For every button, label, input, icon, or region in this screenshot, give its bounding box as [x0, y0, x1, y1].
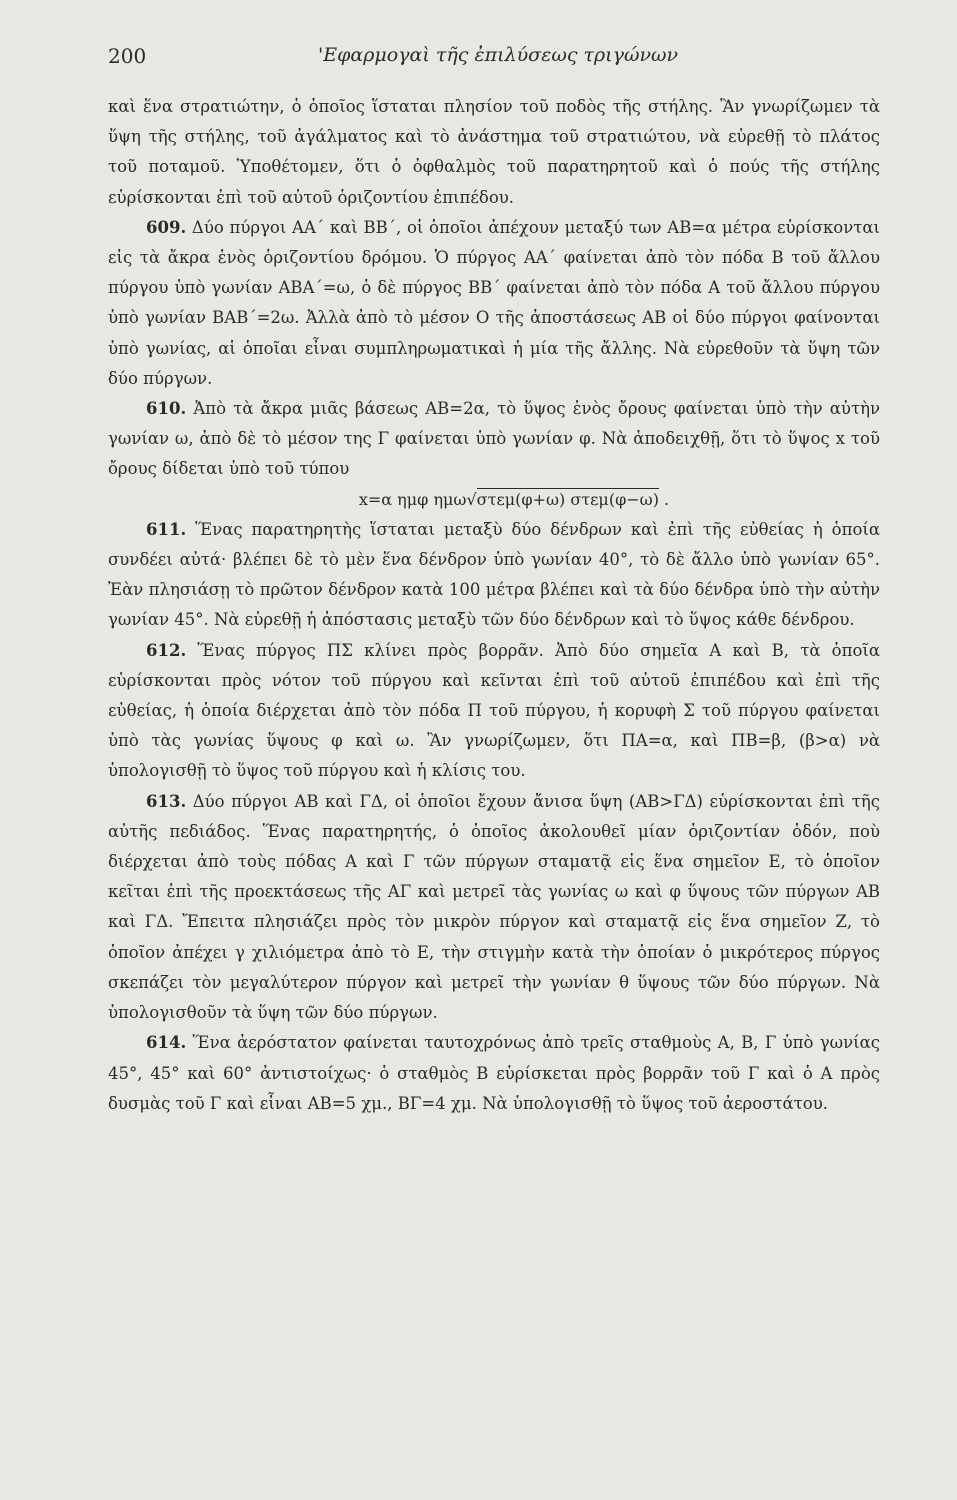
paragraph-text: καὶ ἕνα στρατιώτην, ὁ ὁποῖος ἵσταται πλησίον τοῦ ποδὸς τῆς στήλης. Ἂν γνωρίζωμεν τὰ ὕψη τῆς στήλης, τοῦ ἀγάλματος καὶ τὸ ἀνάστημα τοῦ στρατιώτου, νὰ εὑρεθῇ τὸ πλάτος τοῦ ποταμοῦ. Ὑποθέτομεν, ὅτι ὁ ὀφθαλμὸς τοῦ παρατηρητοῦ καὶ ὁ πούς τῆς στήλης εὑρίσκονται ἐπὶ τοῦ αὐτοῦ ὁριζοντίου ἐπιπέδου. — [108, 97, 880, 207]
exercise-text: Ἀπὸ τὰ ἄκρα μιᾶς βάσεως ΑΒ=2α, τὸ ὕψος ἑνὸς ὄρους φαίνεται ὑπὸ τὴν αὐτὴν γωνίαν ω, ἀπὸ δὲ τὸ μέσον της Γ φαίνεται ὑπὸ γωνίαν φ. Νὰ ἀποδειχθῇ, ὅτι τὸ ὕψος x τοῦ ὄρους δίδεται ὑπὸ τοῦ τύπου — [108, 399, 880, 479]
exercise-text: Ἕνας πύργος ΠΣ κλίνει πρὸς βορρᾶν. Ἀπὸ δύο σημεῖα Α καὶ Β, τὰ ὁποῖα εὑρίσκονται πρὸς νότον τοῦ πύργου καὶ κεῖνται ἐπὶ τοῦ αὐτοῦ ἐπιπέδου καὶ ἐπὶ τῆς εὐθείας, ἡ ὁποία διέρχεται ἀπὸ τὸν πόδα Π τοῦ πύργου, ἡ κορυφὴ Σ τοῦ πύργου φαίνεται ὑπὸ τὰς γωνίας ὕψους φ καὶ ω. Ἂν γνωρίζωμεν, ὅτι ΠΑ=α, καὶ ΠΒ=β, (β>α) νὰ ὑπολογισθῇ τὸ ὕψος τοῦ πύργου καὶ ἡ κλίσις του. — [108, 640, 881, 781]
exercise-text: Ἕνα ἀερόστατον φαίνεται ταυτοχρόνως ἀπὸ τρεῖς σταθμοὺς Α, Β, Γ ὑπὸ γωνίας 45°, 45° καὶ 60° ἀντιστοίχως· ὁ σταθμὸς Β εὑρίσκεται πρὸς βορρᾶν τοῦ Γ καὶ ὁ Α πρὸς δυσμὰς τοῦ Γ καὶ εἶναι ΑΒ=5 χμ., ΒΓ=4 χμ. Νὰ ὑπολογισθῇ τὸ ὕψος τοῦ ἀεροστάτου. — [108, 1033, 880, 1113]
exercise-number: 611. — [146, 519, 187, 539]
formula-left: x=α ημφ ημω — [358, 489, 467, 509]
formula — [108, 485, 880, 515]
body-text — [108, 92, 880, 1119]
exercise-613 — [108, 787, 880, 1029]
exercise-614 — [108, 1028, 880, 1119]
exercise-609 — [108, 213, 880, 394]
formula-radicand: στεμ(φ+ω) στεμ(φ−ω) — [476, 489, 659, 509]
exercise-number: 614. — [146, 1033, 187, 1053]
exercise-number: 610. — [146, 399, 187, 419]
exercise-number: 613. — [146, 791, 187, 811]
exercise-text: Ἕνας παρατηρητὴς ἵσταται μεταξὺ δύο δένδρων καὶ ἐπὶ τῆς εὐθείας ἡ ὁποία συνδέει αὐτά· βλέπει δὲ τὸ μὲν ἕνα δένδρον ὑπὸ γωνίαν 40°, τὸ δὲ ἄλλο ὑπὸ γωνίαν 65°. Ἐὰν πλησιάσῃ τὸ πρῶτον δένδρον κατὰ 100 μέτρα βλέπει καὶ τὰ δύο δένδρα ὑπὸ τὴν αὐτὴν γωνίαν 45°. Νὰ εὑρεθῇ ἡ ἀπόστασις μεταξὺ τῶν δύο δένδρων καὶ τὸ ὕψος κάθε δένδρου. — [108, 519, 880, 630]
exercise-611 — [108, 515, 880, 636]
formula-end: . — [658, 489, 670, 509]
exercise-number: 612. — [146, 640, 187, 660]
page-header — [108, 44, 873, 74]
running-title: 'Εφαρμογαὶ τῆς ἐπιλύσεως τριγώνων — [318, 44, 679, 66]
paragraph-continuation — [108, 92, 880, 213]
exercise-text: Δύο πύργοι ΑΑ΄ καὶ ΒΒ΄, οἱ ὁποῖοι ἀπέχουν μεταξύ των ΑΒ=α μέτρα εὑρίσκονται εἰς τὰ ἄκρα ἑνὸς ὁριζοντίου δρόμου. Ὁ πύργος ΑΑ΄ φαίνεται ἀπὸ τὸν πόδα Β τοῦ ἄλλου πύργου ὑπὸ γωνίαν ΑΒΑ΄=ω, ὁ δὲ πύργος ΒΒ΄ φαίνεται ἀπὸ τὸν πόδα Α τοῦ ἄλλου πύργου ὑπὸ γωνίαν ΒΑΒ΄=2ω. Ἀλλὰ ἀπὸ τὸ μέσον Ο τῆς ἀποστάσεως ΑΒ οἱ δύο πύργοι φαίνονται ὑπὸ γωνίας, αἱ ὁποῖαι εἶναι συμπληρωματικαὶ ἡ μία τῆς ἄλλης. Νὰ εὑρεθοῦν τὰ ὕψη τῶν δύο πύργων. — [108, 217, 880, 388]
exercise-number: 609. — [146, 217, 187, 237]
exercise-text: Δύο πύργοι ΑΒ καὶ ΓΔ, οἱ ὁποῖοι ἔχουν ἄνισα ὕψη (ΑΒ>ΓΔ) εὑρίσκονται ἐπὶ τῆς αὐτῆς πεδιάδος. Ἕνας παρατηρητής, ὁ ὁποῖος ἀκολουθεῖ μίαν ὁριζοντίαν ὁδόν, ποὺ διέρχεται ἀπὸ τοὺς πόδας Α καὶ Γ τῶν πύργων σταματᾷ εἰς ἕνα σημεῖον Ε, τὸ ὁποῖον κεῖται ἐπὶ τῆς προεκτάσεως τῆς ΑΓ καὶ μετρεῖ τὰς γωνίας ω καὶ φ ὕψους τῶν πύργων ΑΒ καὶ ΓΔ. Ἔπειτα πλησιάζει πρὸς τὸν μικρὸν πύργον καὶ σταματᾷ εἰς ἕνα σημεῖον Ζ, τὸ ὁποῖον ἀπέχει γ χιλιόμετρα ἀπὸ τὸ Ε, τὴν στιγμὴν κατὰ τὴν ὁποίαν ὁ μικρότερος πύργος σκεπάζει τὸν μεγαλύτερον πύργον καὶ μετρεῖ τὴν γωνίαν θ ὕψους τῶν δύο πύργων. Νὰ ὑπολογισθοῦν τὰ ὕψη τῶν δύο πύργων. — [108, 791, 880, 1023]
page-number: 200 — [108, 44, 147, 68]
exercise-612 — [108, 636, 880, 787]
sqrt-sign: √ — [466, 489, 477, 509]
exercise-610 — [108, 394, 880, 485]
